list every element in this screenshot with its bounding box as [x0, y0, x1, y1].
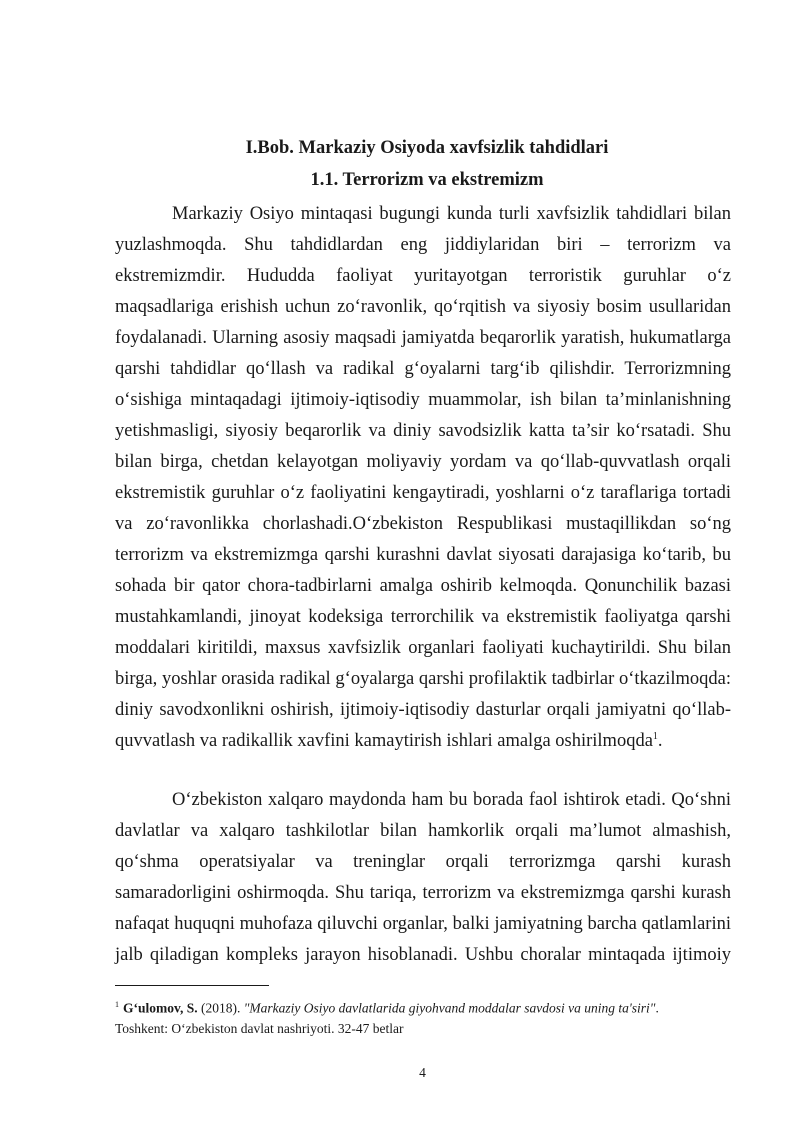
text-line: qarshi tahdidlar qo‘llash va radikal g‘oyalarni targ‘ib qilishdir. Terrorizmning	[115, 359, 731, 379]
footnote-reference[interactable]: 1	[652, 730, 658, 742]
text-line: ekstremistik guruhlar o‘z faoliyatini kengaytiradi, yoshlarni o‘z taraflariga tortadi	[115, 483, 731, 503]
text-line-content: quvvatlash va radikallik xavfini kamaytirish ishlari amalga oshirilmoqda	[115, 731, 653, 751]
text-line: yetishmasligi, siyosiy beqarorlik va diniy savodsizlik katta ta’sir ko‘rsatadi. Shu	[115, 421, 731, 441]
section-title: 1.1. Terrorizm va ekstremizm	[310, 170, 544, 190]
text-line: bilan birga, chetdan kelayotgan moliyaviy yordam va qo‘llab-quvvatlash orqali	[115, 452, 731, 472]
footnote-separator	[115, 985, 269, 986]
text-line: ekstremizmdir. Hududda faoliyat yuritayotgan terroristik guruhlar o‘z	[115, 266, 731, 286]
text-line: moddalari kiritildi, maxsus xavfsizlik organlari faoliyati kuchaytirildi. Shu bilan	[115, 638, 731, 658]
footnote-mark: 1	[115, 1000, 119, 1009]
text-line: va zo‘ravonlikka chorlashadi.O‘zbekiston Respublikasi mustaqillikdan so‘ng	[115, 514, 731, 534]
footnote-year: (2018).	[197, 1000, 244, 1016]
footnote-line-2: Toshkent: O‘zbekiston davlat nashriyoti. 32-47 betlar	[115, 1021, 404, 1036]
footnote-author: G‘ulomov, S.	[123, 1000, 198, 1016]
footnote-after-title: .	[655, 1000, 659, 1016]
chapter-title: I.Bob. Markaziy Osiyoda xavfsizlik tahdidlari	[245, 138, 609, 158]
text-line: qo‘shma operatsiyalar va treninglar orqali terrorizmga qarshi kurash	[115, 852, 731, 872]
text-line: birga, yoshlar orasida radikal g‘oyalarga qarshi profilaktik tadbirlar o‘tkazilmoqda:	[115, 669, 731, 689]
text-line: yuzlashmoqda. Shu tahdidlardan eng jiddiylaridan biri – terrorizm va	[115, 235, 731, 255]
sentence-end: .	[657, 731, 663, 751]
page-number: 4	[419, 1065, 426, 1080]
text-line: O‘zbekiston xalqaro maydonda ham bu borada faol ishtirok etadi. Qo‘shni	[172, 790, 731, 810]
text-line: sohada bir qator chora-tadbirlarni amalga oshirib kelmoqda. Qonunchilik bazasi	[115, 576, 731, 596]
text-line: Markaziy Osiyo mintaqasi bugungi kunda turli xavfsizlik tahdidlari bilan	[172, 204, 731, 224]
footnote	[115, 995, 659, 1019]
text-line: maqsadlariga erishish uchun zo‘ravonlik, qo‘rqitish va siyosiy bosim usullaridan	[115, 297, 731, 317]
text-line: samaradorligini oshirmoqda. Shu tariqa, terrorizm va ekstremizmga qarshi kurash	[115, 883, 731, 903]
text-line	[115, 726, 731, 757]
text-line: mustahkamlandi, jinoyat kodeksiga terrorchilik va ekstremistik faoliyatga qarshi	[115, 607, 731, 627]
text-line: terrorizm va ekstremizmga qarshi kurashni davlat siyosati darajasiga ko‘tarib, bu	[115, 545, 731, 565]
text-line: jalb qiladigan kompleks jarayon hisoblanadi. Ushbu choralar mintaqada ijtimoiy	[115, 945, 731, 965]
text-line: o‘sishiga mintaqadagi ijtimoiy-iqtisodiy muammolar, ish bilan ta’minlanishning	[115, 390, 731, 410]
text-line: foydalanadi. Ularning asosiy maqsadi jamiyatda beqarorlik yaratish, hukumatlarga	[115, 328, 731, 348]
text-line: davlatlar va xalqaro tashkilotlar bilan hamkorlik orqali ma’lumot almashish,	[115, 821, 731, 841]
text-line: diniy savodxonlikni oshirish, ijtimoiy-iqtisodiy dasturlar orqali jamiyatni qo‘llab-	[115, 700, 731, 720]
text-line: nafaqat huquqni muhofaza qiluvchi organlar, balki jamiyatning barcha qatlamlarini	[115, 914, 731, 934]
footnote-title: "Markaziy Osiyo davlatlarida giyohvand moddalar savdosi va uning ta'siri"	[243, 1000, 656, 1016]
